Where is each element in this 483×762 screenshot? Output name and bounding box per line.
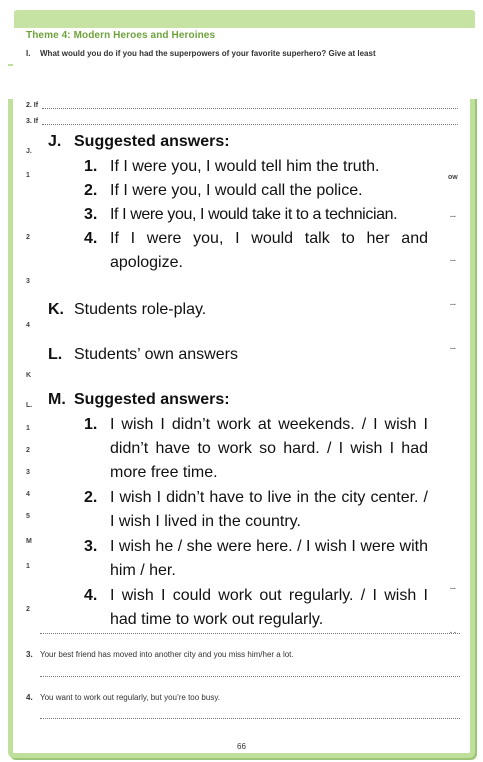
exercise-item-number: 4. [26, 693, 33, 702]
side-fragment: 5 [26, 513, 30, 520]
answer-heading: Suggested answers: [74, 391, 230, 408]
worksheet-line [26, 118, 38, 125]
answer-item-number: 3. [84, 206, 98, 223]
exercise-item-text: You want to work out regularly, but you’re too busy. [40, 693, 220, 702]
dotted-line [40, 718, 460, 719]
answer-item-text: I wish I could work out regularly. / I wish I had time to work out regularly. [110, 587, 428, 628]
side-fragment: ... [450, 256, 456, 263]
answer-text: Students’ own answers [74, 346, 238, 363]
side-fragment: J. [26, 148, 32, 155]
side-fragment: 2 [26, 234, 30, 241]
task-i-text: What would you do if you had the superpowers of your favorite superhero? Give at least [40, 49, 376, 58]
answer-item-number: 1. [84, 416, 98, 433]
side-fragment: ow [448, 174, 458, 181]
side-fragment: 1 [26, 172, 30, 179]
task-i-instruction [26, 49, 376, 58]
side-fragment: ... [450, 300, 456, 307]
answer-item-text: I wish he / she were here. / I wish I were with him / her. [110, 538, 428, 579]
answer-key-overlay [36, 126, 434, 641]
answer-item-number: 4. [84, 587, 98, 604]
answer-item-number: 3. [84, 538, 98, 555]
side-fragment: 4 [26, 322, 30, 329]
task-i-number: I. [26, 49, 31, 58]
answer-block-j [48, 130, 428, 280]
side-fragment: L. [26, 402, 33, 409]
worksheet-line-label: 3. If [26, 118, 39, 125]
side-fragment: 2 [26, 447, 30, 454]
side-fragment: . . [450, 628, 456, 635]
answer-letter: J. [48, 133, 62, 150]
side-fragment: ... [450, 344, 456, 351]
dotted-line [42, 124, 458, 125]
dotted-line [40, 676, 460, 677]
side-fragment: 1 [26, 425, 30, 432]
exercise-item [26, 650, 294, 659]
answer-item-text: If I were you, I would call the police. [110, 182, 363, 199]
answer-item-number: 4. [84, 230, 98, 247]
answer-block-m [48, 388, 428, 638]
exercise-item-text: Your best friend has moved into another city and you miss him/her a lot. [40, 650, 294, 659]
side-fragment: ... [450, 584, 456, 591]
dotted-line [40, 633, 460, 634]
answer-item-number: 1. [84, 158, 98, 175]
answer-letter: K. [48, 301, 64, 318]
answer-letter: M. [48, 391, 66, 408]
side-fragment: ... [450, 212, 456, 219]
answer-block-l [48, 343, 428, 369]
page-gap [0, 66, 483, 99]
answer-item-number: 2. [84, 489, 98, 506]
answer-letter: L. [48, 346, 63, 363]
answer-item-text: I wish I didn’t work at weekends. / I wish I didn’t have to work so hard. / I wish I had more free time. [110, 416, 428, 481]
worksheet-line-label: 2. If [26, 102, 39, 109]
answer-block-k [48, 298, 428, 324]
answer-item-text: If I were you, I would tell him the truth. [110, 158, 380, 175]
worksheet-line [26, 102, 38, 109]
exercise-item [26, 693, 220, 702]
side-fragment: 4 [26, 491, 30, 498]
answer-text: Students role-play. [74, 301, 207, 318]
side-fragment: 3 [26, 469, 30, 476]
dotted-line [42, 108, 458, 109]
side-fragment: 1 [26, 563, 30, 570]
side-fragment: 2 [26, 606, 30, 613]
side-fragment: M [26, 538, 32, 545]
side-fragment: 3 [26, 278, 30, 285]
theme-title: Theme 4: Modern Heroes and Heroines [26, 30, 216, 41]
answer-item-number: 2. [84, 182, 98, 199]
exercise-item-number: 3. [26, 650, 33, 659]
answer-item-text: I wish I didn’t have to live in the city center. / I wish I lived in the country. [110, 489, 428, 530]
side-fragment: K [26, 372, 32, 379]
answer-item-text: If I were you, I would talk to her and apologize. [110, 230, 428, 271]
page-number: 66 [237, 742, 246, 751]
answer-heading: Suggested answers: [74, 133, 230, 150]
answer-item-text: If I were you, I would take it to a technician. [110, 206, 398, 223]
